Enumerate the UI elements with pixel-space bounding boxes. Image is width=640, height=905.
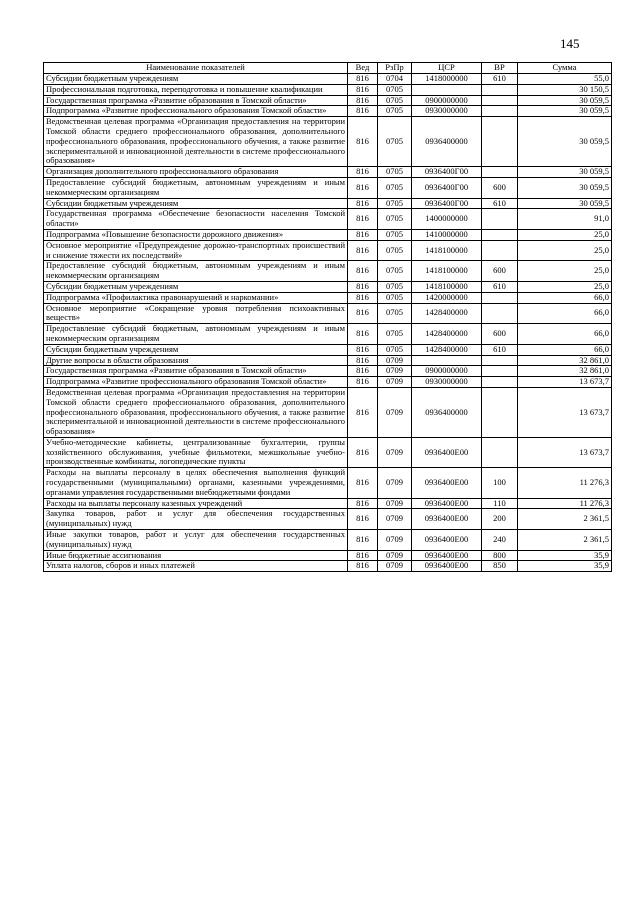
cell-csr: 0936400Е00 xyxy=(412,468,482,498)
cell-name: Подпрограмма «Повышение безопасности дорожного движения» xyxy=(44,229,348,240)
cell-csr: 0936400Г00 xyxy=(412,167,482,178)
cell-ved: 816 xyxy=(348,324,378,345)
cell-sum: 30 059,5 xyxy=(518,167,612,178)
cell-csr: 1428400000 xyxy=(412,303,482,324)
table-row xyxy=(44,366,612,377)
cell-ved: 816 xyxy=(348,509,378,530)
cell-name: Предоставление субсидий бюджетным, автономным учреждениям и иным некоммерческим организациям xyxy=(44,261,348,282)
table-row xyxy=(44,355,612,366)
cell-name: Предоставление субсидий бюджетным, автономным учреждениям и иным некоммерческим организациям xyxy=(44,324,348,345)
cell-sum: 32 861,0 xyxy=(518,366,612,377)
cell-rzpr: 0705 xyxy=(378,292,412,303)
table-row xyxy=(44,530,612,551)
cell-csr: 0936400Г00 xyxy=(412,198,482,209)
cell-vr xyxy=(482,167,518,178)
table-row xyxy=(44,509,612,530)
cell-sum: 25,0 xyxy=(518,240,612,261)
cell-sum: 25,0 xyxy=(518,229,612,240)
cell-name: Учебно-методические кабинеты, централизованные бухгалтерии, группы хозяйственного обслуживания, учебные фильмотеки, межшкольные учебно-производственные комбинаты, логопедические пункты xyxy=(44,437,348,467)
cell-ved: 816 xyxy=(348,303,378,324)
header-name: Наименование показателей xyxy=(44,63,348,74)
table-row xyxy=(44,117,612,167)
cell-ved: 816 xyxy=(348,261,378,282)
cell-rzpr: 0705 xyxy=(378,198,412,209)
cell-sum: 66,0 xyxy=(518,324,612,345)
cell-name: Профессиональная подготовка, переподготовка и повышение квалификации xyxy=(44,84,348,95)
table-row xyxy=(44,377,612,388)
cell-sum: 13 673,7 xyxy=(518,387,612,437)
cell-vr: 600 xyxy=(482,177,518,198)
table-row xyxy=(44,324,612,345)
cell-csr: 1418100000 xyxy=(412,240,482,261)
cell-vr: 610 xyxy=(482,281,518,292)
cell-csr: 0936400000 xyxy=(412,387,482,437)
table-row xyxy=(44,468,612,498)
table-row xyxy=(44,281,612,292)
cell-rzpr: 0709 xyxy=(378,377,412,388)
cell-ved: 816 xyxy=(348,281,378,292)
cell-ved: 816 xyxy=(348,344,378,355)
cell-csr xyxy=(412,355,482,366)
table-row xyxy=(44,561,612,572)
cell-rzpr: 0709 xyxy=(378,530,412,551)
cell-sum: 30 059,5 xyxy=(518,198,612,209)
cell-name: Государственная программа «Развитие образования в Томской области» xyxy=(44,95,348,106)
cell-sum: 91,0 xyxy=(518,209,612,230)
cell-sum: 30 059,5 xyxy=(518,106,612,117)
cell-rzpr: 0709 xyxy=(378,468,412,498)
table-row xyxy=(44,74,612,85)
cell-name: Субсидии бюджетным учреждениям xyxy=(44,281,348,292)
header-sum: Сумма xyxy=(518,63,612,74)
cell-name: Иные закупки товаров, работ и услуг для обеспечения государственных (муниципальных) нужд xyxy=(44,530,348,551)
cell-sum: 30 059,5 xyxy=(518,177,612,198)
cell-ved: 816 xyxy=(348,95,378,106)
cell-rzpr: 0709 xyxy=(378,509,412,530)
cell-ved: 816 xyxy=(348,198,378,209)
table-row xyxy=(44,240,612,261)
table-row xyxy=(44,167,612,178)
cell-name: Подпрограмма «Развитие профессионального образования Томской области» xyxy=(44,106,348,117)
cell-vr xyxy=(482,292,518,303)
cell-name: Субсидии бюджетным учреждениям xyxy=(44,198,348,209)
cell-vr: 110 xyxy=(482,498,518,509)
cell-sum: 55,0 xyxy=(518,74,612,85)
cell-rzpr: 0709 xyxy=(378,387,412,437)
cell-ved: 816 xyxy=(348,498,378,509)
table-row xyxy=(44,106,612,117)
cell-rzpr: 0709 xyxy=(378,366,412,377)
cell-csr: 1428400000 xyxy=(412,324,482,345)
table-row xyxy=(44,229,612,240)
cell-name: Основное мероприятие «Сокращение уровня потребления психоактивных веществ» xyxy=(44,303,348,324)
cell-vr xyxy=(482,106,518,117)
cell-name: Уплата налогов, сборов и иных платежей xyxy=(44,561,348,572)
cell-sum: 66,0 xyxy=(518,303,612,324)
cell-vr xyxy=(482,95,518,106)
table-row xyxy=(44,209,612,230)
cell-rzpr: 0705 xyxy=(378,344,412,355)
cell-rzpr: 0705 xyxy=(378,106,412,117)
cell-rzpr: 0705 xyxy=(378,177,412,198)
cell-csr: 1400000000 xyxy=(412,209,482,230)
cell-sum: 13 673,7 xyxy=(518,377,612,388)
table-row xyxy=(44,437,612,467)
cell-csr: 0900000000 xyxy=(412,95,482,106)
cell-name: Расходы на выплаты персоналу казенных учреждений xyxy=(44,498,348,509)
cell-rzpr: 0705 xyxy=(378,117,412,167)
cell-rzpr: 0709 xyxy=(378,498,412,509)
table-row xyxy=(44,550,612,561)
cell-vr: 240 xyxy=(482,530,518,551)
cell-ved: 816 xyxy=(348,561,378,572)
cell-csr: 0936400Е00 xyxy=(412,509,482,530)
cell-ved: 816 xyxy=(348,550,378,561)
cell-ved: 816 xyxy=(348,106,378,117)
cell-rzpr: 0705 xyxy=(378,209,412,230)
table-header-row xyxy=(44,63,612,74)
cell-vr xyxy=(482,437,518,467)
cell-vr xyxy=(482,366,518,377)
cell-rzpr: 0705 xyxy=(378,84,412,95)
cell-csr: 1418100000 xyxy=(412,261,482,282)
cell-name: Иные бюджетные ассигнования xyxy=(44,550,348,561)
cell-csr: 0930000000 xyxy=(412,377,482,388)
cell-rzpr: 0705 xyxy=(378,95,412,106)
cell-vr: 610 xyxy=(482,344,518,355)
cell-vr: 800 xyxy=(482,550,518,561)
cell-vr xyxy=(482,117,518,167)
cell-name: Организация дополнительного профессионального образования xyxy=(44,167,348,178)
cell-sum: 35,9 xyxy=(518,550,612,561)
cell-vr xyxy=(482,303,518,324)
cell-sum: 11 276,3 xyxy=(518,468,612,498)
cell-vr: 610 xyxy=(482,74,518,85)
cell-name: Основное мероприятие «Предупреждение дорожно-транспортных происшествий и снижение тяжести их последствий» xyxy=(44,240,348,261)
cell-ved: 816 xyxy=(348,292,378,303)
cell-name: Ведомственная целевая программа «Организация предоставления на территории Томской области среднего профессионального образования, дополнительного профессионального образования, профессионального обучения, а также развитие экспериментальной и инновационной деятельности в системе профессионального образования» xyxy=(44,387,348,437)
cell-csr: 0936400Е00 xyxy=(412,561,482,572)
cell-rzpr: 0709 xyxy=(378,561,412,572)
cell-vr xyxy=(482,84,518,95)
cell-sum: 35,9 xyxy=(518,561,612,572)
cell-ved: 816 xyxy=(348,117,378,167)
cell-sum: 2 361,5 xyxy=(518,530,612,551)
cell-csr xyxy=(412,84,482,95)
cell-sum: 30 059,5 xyxy=(518,117,612,167)
table-row xyxy=(44,292,612,303)
cell-name: Государственная программа «Обеспечение безопасности населения Томской области» xyxy=(44,209,348,230)
cell-vr xyxy=(482,387,518,437)
cell-vr xyxy=(482,229,518,240)
cell-name: Ведомственная целевая программа «Организация предоставления на территории Томской области среднего профессионального образования, дополнительного профессионального образования, профессионального обучения, а также развитие экспериментальной и инновационной деятельности в системе профессионального образования» xyxy=(44,117,348,167)
cell-sum: 66,0 xyxy=(518,292,612,303)
header-rzpr: РзПр xyxy=(378,63,412,74)
cell-csr: 0936400Г00 xyxy=(412,177,482,198)
cell-ved: 816 xyxy=(348,530,378,551)
cell-ved: 816 xyxy=(348,240,378,261)
cell-ved: 816 xyxy=(348,229,378,240)
cell-csr: 1428400000 xyxy=(412,344,482,355)
table-body xyxy=(44,74,612,572)
cell-ved: 816 xyxy=(348,468,378,498)
table-row xyxy=(44,344,612,355)
cell-name: Подпрограмма «Развитие профессионального образования Томской области» xyxy=(44,377,348,388)
header-ved: Вед xyxy=(348,63,378,74)
cell-sum: 13 673,7 xyxy=(518,437,612,467)
cell-csr: 0936400Е00 xyxy=(412,550,482,561)
cell-name: Субсидии бюджетным учреждениям xyxy=(44,74,348,85)
cell-vr xyxy=(482,240,518,261)
cell-sum: 11 276,3 xyxy=(518,498,612,509)
cell-name: Предоставление субсидий бюджетным, автономным учреждениям и иным некоммерческим организациям xyxy=(44,177,348,198)
cell-ved: 816 xyxy=(348,437,378,467)
cell-name: Расходы на выплаты персоналу в целях обеспечения выполнения функций государственными (муниципальными) органами, казенными учреждениями, органами управления государственными внебюджетными фондами xyxy=(44,468,348,498)
cell-vr xyxy=(482,377,518,388)
cell-vr xyxy=(482,355,518,366)
cell-csr: 1418000000 xyxy=(412,74,482,85)
cell-rzpr: 0705 xyxy=(378,261,412,282)
cell-sum: 30 150,5 xyxy=(518,84,612,95)
cell-rzpr: 0705 xyxy=(378,281,412,292)
cell-ved: 816 xyxy=(348,355,378,366)
cell-csr: 0936400Е00 xyxy=(412,498,482,509)
cell-vr: 600 xyxy=(482,261,518,282)
cell-sum: 25,0 xyxy=(518,261,612,282)
cell-csr: 0936400Е00 xyxy=(412,530,482,551)
cell-ved: 816 xyxy=(348,209,378,230)
cell-ved: 816 xyxy=(348,377,378,388)
cell-sum: 30 059,5 xyxy=(518,95,612,106)
header-vr: ВР xyxy=(482,63,518,74)
table-row xyxy=(44,95,612,106)
cell-rzpr: 0704 xyxy=(378,74,412,85)
cell-ved: 816 xyxy=(348,177,378,198)
cell-rzpr: 0705 xyxy=(378,240,412,261)
table-row xyxy=(44,177,612,198)
cell-ved: 816 xyxy=(348,366,378,377)
cell-sum: 66,0 xyxy=(518,344,612,355)
budget-table xyxy=(43,62,612,572)
cell-csr: 1420000000 xyxy=(412,292,482,303)
cell-name: Подпрограмма «Профилактика правонарушений и наркомании» xyxy=(44,292,348,303)
cell-ved: 816 xyxy=(348,167,378,178)
header-csr: ЦСР xyxy=(412,63,482,74)
table-row xyxy=(44,387,612,437)
page-number: 145 xyxy=(560,36,580,51)
cell-csr: 1410000000 xyxy=(412,229,482,240)
cell-sum: 25,0 xyxy=(518,281,612,292)
cell-csr: 0930000000 xyxy=(412,106,482,117)
cell-name: Закупка товаров, работ и услуг для обеспечения государственных (муниципальных) нужд xyxy=(44,509,348,530)
cell-rzpr: 0709 xyxy=(378,355,412,366)
cell-ved: 816 xyxy=(348,84,378,95)
table-row xyxy=(44,303,612,324)
cell-name: Государственная программа «Развитие образования в Томской области» xyxy=(44,366,348,377)
cell-csr: 0936400Е00 xyxy=(412,437,482,467)
table-row xyxy=(44,198,612,209)
table-row xyxy=(44,498,612,509)
cell-sum: 32 861,0 xyxy=(518,355,612,366)
cell-ved: 816 xyxy=(348,74,378,85)
cell-ved: 816 xyxy=(348,387,378,437)
cell-vr: 610 xyxy=(482,198,518,209)
cell-rzpr: 0705 xyxy=(378,229,412,240)
cell-name: Субсидии бюджетным учреждениям xyxy=(44,344,348,355)
cell-csr: 0900000000 xyxy=(412,366,482,377)
table-row xyxy=(44,84,612,95)
cell-rzpr: 0705 xyxy=(378,167,412,178)
cell-rzpr: 0709 xyxy=(378,437,412,467)
cell-rzpr: 0705 xyxy=(378,303,412,324)
cell-vr: 850 xyxy=(482,561,518,572)
cell-sum: 2 361,5 xyxy=(518,509,612,530)
cell-name: Другие вопросы в области образования xyxy=(44,355,348,366)
cell-csr: 0936400000 xyxy=(412,117,482,167)
table-row xyxy=(44,261,612,282)
cell-rzpr: 0705 xyxy=(378,324,412,345)
cell-vr: 600 xyxy=(482,324,518,345)
cell-vr: 100 xyxy=(482,468,518,498)
cell-csr: 1418100000 xyxy=(412,281,482,292)
cell-rzpr: 0709 xyxy=(378,550,412,561)
cell-vr xyxy=(482,209,518,230)
cell-vr: 200 xyxy=(482,509,518,530)
